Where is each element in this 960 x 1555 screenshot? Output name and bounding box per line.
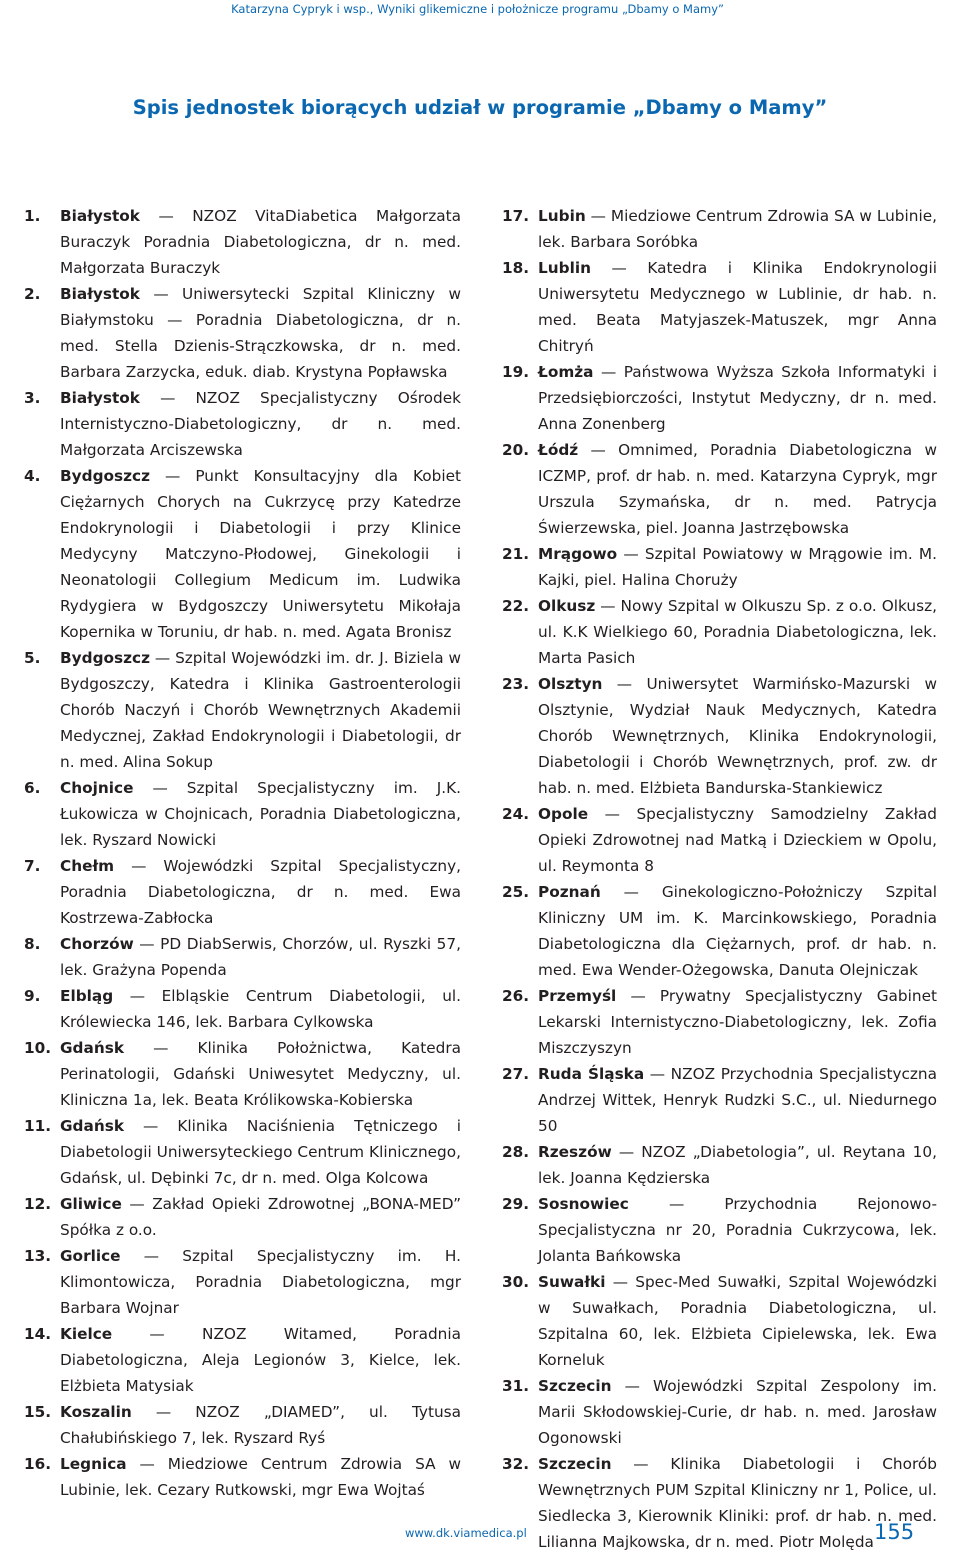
item-body xyxy=(538,593,937,671)
item-number: 9. xyxy=(24,987,41,1005)
list-item xyxy=(502,203,937,255)
list-item xyxy=(24,983,461,1035)
item-city: Mrągowo xyxy=(538,545,618,563)
item-city: Opole xyxy=(538,805,589,823)
item-text: — NZOZ VitaDiabetica Małgorzata Buraczyk Poradnia Diabetologiczna, dr n. med. Małgorzata Buraczyk xyxy=(60,207,461,277)
item-city: Legnica xyxy=(60,1455,127,1473)
item-number: 23. xyxy=(502,675,530,693)
item-text: — Nowy Szpital w Olkuszu Sp. z o.o. Olkusz, ul. K.K Wielkiego 60, Poradnia Diabetologiczna, lek. Marta Pasich xyxy=(538,597,937,667)
item-city: Łódź xyxy=(538,441,579,459)
left-column xyxy=(24,203,461,1503)
footer-url[interactable]: www.dk.viamedica.pl xyxy=(405,1526,527,1540)
list-item xyxy=(24,1451,461,1503)
item-city: Poznań xyxy=(538,883,601,901)
list-item xyxy=(24,1321,461,1399)
item-text: — Uniwersytet Warmińsko-Mazurski w Olsztynie, Wydział Nauk Medycznych, Katedra Chorób Wewnętrznych, Klinika Endokrynologii, Diabetologii i Chorób Wewnętrznych, prof. zw. dr hab. n. med. Elżbieta Bandurska-Stankiewicz xyxy=(538,675,937,797)
item-body xyxy=(538,437,937,541)
item-number: 11. xyxy=(24,1117,52,1135)
list-item xyxy=(24,1243,461,1321)
item-number: 20. xyxy=(502,441,530,459)
item-number: 2. xyxy=(24,285,41,303)
item-body xyxy=(538,1139,937,1191)
item-body xyxy=(60,1399,461,1451)
list-item xyxy=(24,931,461,983)
item-text: — NZOZ Witamed, Poradnia Diabetologiczna, Aleja Legionów 3, Kielce, lek. Elżbieta Matysiak xyxy=(60,1325,461,1395)
item-city: Lubin xyxy=(538,207,586,225)
page-title: Spis jednostek biorących udział w programie „Dbamy o Mamy” xyxy=(132,96,828,119)
item-city: Gdańsk xyxy=(60,1117,124,1135)
item-body xyxy=(538,983,937,1061)
item-city: Sosnowiec xyxy=(538,1195,629,1213)
list-item xyxy=(502,593,937,671)
item-city: Lublin xyxy=(538,259,591,277)
item-number: 18. xyxy=(502,259,530,277)
item-text: — Zakład Opieki Zdrowotnej „BONA-MED” Spółka z o.o. xyxy=(60,1195,461,1239)
item-city: Rzeszów xyxy=(538,1143,612,1161)
item-number: 1. xyxy=(24,207,41,225)
list-item xyxy=(502,671,937,801)
item-text: — NZOZ Przychodnia Specjalistyczna Andrzej Wittek, Henryk Rudzki S.C., ul. Niedurnego 50 xyxy=(538,1065,938,1135)
item-text: — Wojewódzki Szpital Specjalistyczny, Poradnia Diabetologiczna, dr n. med. Ewa Kostrzewa-Zabłocka xyxy=(60,857,461,927)
item-city: Chojnice xyxy=(60,779,134,797)
item-text: — NZOZ „Diabetologia”, ul. Reytana 10, lek. Joanna Kędzierska xyxy=(538,1143,937,1187)
list-item xyxy=(24,775,461,853)
item-city: Chełm xyxy=(60,857,115,875)
item-text: — Wojewódzki Szpital Zespolony im. Marii Skłodowskiej-Curie, dr hab. n. med. Jarosław Ogonowski xyxy=(538,1377,937,1447)
item-city: Białystok xyxy=(60,285,140,303)
item-text: — Miedziowe Centrum Zdrowia SA w Lubinie, lek. Barbara Soróbka xyxy=(538,207,937,251)
list-item xyxy=(24,1399,461,1451)
item-body xyxy=(538,255,937,359)
item-body xyxy=(538,1373,937,1451)
item-body xyxy=(538,203,937,255)
item-city: Gliwice xyxy=(60,1195,122,1213)
item-number: 19. xyxy=(502,363,530,381)
item-text: — Szpital Powiatowy w Mrągowie im. M. Kajki, piel. Halina Chorużу xyxy=(538,545,937,589)
item-number: 6. xyxy=(24,779,41,797)
list-item xyxy=(24,463,461,645)
list-item xyxy=(502,359,937,437)
item-body xyxy=(60,853,461,931)
item-number: 30. xyxy=(502,1273,530,1291)
item-text: — Uniwersytecki Szpital Kliniczny w Białymstoku — Poradnia Diabetologiczna, dr n. med. Stella Dzienis-Strączkowska, dr n. med. Barbara Zarzycka, eduk. diab. Krystyna Popławska xyxy=(60,285,461,381)
item-city: Bydgoszcz xyxy=(60,649,151,667)
item-text: — NZOZ „DIAMED”, ul. Tytusa Chałubińskiego 7, lek. Ryszard Ryś xyxy=(60,1403,461,1447)
item-text: — Szpital Wojewódzki im. dr. J. Biziela w Bydgoszczy, Katedra i Klinika Gastroenterologii Chorób Naczyń i Chorób Wewnętrznych Akademii Medycznej, Zakład Endokrynologii i Diabetologii, dr n. med. Alina Sokup xyxy=(60,649,461,771)
item-number: 25. xyxy=(502,883,530,901)
item-body xyxy=(60,1035,461,1113)
item-body xyxy=(538,1269,937,1373)
item-text: — Omnimed, Poradnia Diabetologiczna w ICZMP, prof. dr hab. n. med. Katarzyna Cypryk, mgr Urszula Szymańska, dr n. med. Patrycja Świerzewska, piel. Joanna Jastrzębowska xyxy=(538,441,937,537)
item-text: — Prywatny Specjalistyczny Gabinet Lekarski Internistyczno-Diabetologiczny, lek. Zofia Miszczyszyn xyxy=(538,987,937,1057)
item-city: Ruda Śląska xyxy=(538,1065,645,1083)
page-number: 155 xyxy=(874,1520,915,1544)
item-city: Kielce xyxy=(60,1325,113,1343)
list-item xyxy=(24,1035,461,1113)
item-text: — Przychodnia Rejonowo-Specjalistyczna nr 20, Poradnia Cukrzycowa, lek. Jolanta Bańkowska xyxy=(538,1195,937,1265)
item-number: 4. xyxy=(24,467,41,485)
item-city: Białystok xyxy=(60,207,140,225)
item-city: Szczecin xyxy=(538,1455,612,1473)
item-body xyxy=(60,385,461,463)
list-item xyxy=(502,541,937,593)
item-number: 8. xyxy=(24,935,41,953)
item-number: 5. xyxy=(24,649,41,667)
item-body xyxy=(60,1191,461,1243)
item-body xyxy=(60,775,461,853)
item-city: Chorzów xyxy=(60,935,134,953)
item-body xyxy=(60,931,461,983)
list-item xyxy=(502,255,937,359)
list-item xyxy=(502,1373,937,1451)
item-body xyxy=(60,1113,461,1191)
item-text: — Klinika Diabetologii i Chorób Wewnętrznych PUM Szpital Kliniczny nr 1, Police, ul. Siedlecka 3, Kierownik Kliniki: prof. dr hab. n. med. Lilianna Majkowska, dr n. med. Piotr Molęda xyxy=(538,1455,937,1551)
item-number: 17. xyxy=(502,207,530,225)
list-item xyxy=(24,645,461,775)
list-item xyxy=(502,1139,937,1191)
item-body xyxy=(538,1061,937,1139)
item-number: 10. xyxy=(24,1039,52,1057)
item-text: — Elbląskie Centrum Diabetologii, ul. Królewiecka 146, lek. Barbara Cylkowska xyxy=(60,987,461,1031)
right-column xyxy=(502,203,937,1555)
list-item xyxy=(502,879,937,983)
item-city: Gdańsk xyxy=(60,1039,124,1057)
item-number: 21. xyxy=(502,545,530,563)
item-city: Białystok xyxy=(60,389,140,407)
item-city: Elbląg xyxy=(60,987,114,1005)
list-item xyxy=(24,385,461,463)
running-header: Katarzyna Cypryk i wsp., Wyniki glikemiczne i położnicze programu „Dbamy o Mamy” xyxy=(231,2,724,16)
item-city: Gorlice xyxy=(60,1247,121,1265)
item-body xyxy=(60,281,461,385)
item-number: 22. xyxy=(502,597,530,615)
item-number: 3. xyxy=(24,389,41,407)
item-body xyxy=(538,1191,937,1269)
list-item xyxy=(502,1451,937,1555)
item-number: 24. xyxy=(502,805,530,823)
item-number: 28. xyxy=(502,1143,530,1161)
item-city: Koszalin xyxy=(60,1403,132,1421)
item-city: Przemyśl xyxy=(538,987,617,1005)
list-item xyxy=(24,853,461,931)
item-number: 32. xyxy=(502,1455,530,1473)
item-body xyxy=(538,671,937,801)
item-number: 15. xyxy=(24,1403,52,1421)
item-body xyxy=(60,983,461,1035)
item-body xyxy=(60,203,461,281)
item-body xyxy=(538,541,937,593)
list-item xyxy=(502,437,937,541)
item-number: 7. xyxy=(24,857,41,875)
list-item xyxy=(502,801,937,879)
list-item xyxy=(24,281,461,385)
item-number: 13. xyxy=(24,1247,52,1265)
list-item xyxy=(24,1113,461,1191)
item-number: 14. xyxy=(24,1325,52,1343)
item-body xyxy=(538,359,937,437)
list-item xyxy=(24,1191,461,1243)
item-number: 27. xyxy=(502,1065,530,1083)
item-body xyxy=(60,1321,461,1399)
item-text: — Miedziowe Centrum Zdrowia SA w Lubinie, lek. Cezary Rutkowski, mgr Ewa Wojtaś xyxy=(60,1455,461,1499)
item-text: — Klinika Położnictwa, Katedra Perinatologii, Gdański Uniwesytet Medyczny, ul. Kliniczna 1a, lek. Beata Królikowska-Kobierska xyxy=(60,1039,461,1109)
item-body xyxy=(60,1243,461,1321)
item-city: Suwałki xyxy=(538,1273,606,1291)
item-text: — Państwowa Wyższa Szkoła Informatyki i Przedsiębiorczości, Instytut Medyczny, dr n. med. Anna Zonenberg xyxy=(538,363,937,433)
item-body xyxy=(60,1451,461,1503)
item-body xyxy=(60,645,461,775)
item-text: — PD DiabSerwis, Chorzów, ul. Ryszki 57, lek. Grażyna Popenda xyxy=(60,935,461,979)
item-text: — Szpital Specjalistyczny im. J.K. Łukowicza w Chojnicach, Poradnia Diabetologiczna, lek. Ryszard Nowicki xyxy=(60,779,461,849)
item-city: Szczecin xyxy=(538,1377,612,1395)
item-text: — Klinika Naciśnienia Tętniczego i Diabetologii Uniwersyteckiego Centrum Klinicznego, Gdańsk, ul. Dębinki 7c, dr n. med. Olga Kolcowa xyxy=(60,1117,461,1187)
item-number: 12. xyxy=(24,1195,52,1213)
item-city: Bydgoszcz xyxy=(60,467,151,485)
item-text: — Spec-Med Suwałki, Szpital Wojewódzki w Suwałkach, Poradnia Diabetologiczna, ul. Szpitalna 60, lek. Elżbieta Cipielewska, lek. Ewa Korneluk xyxy=(538,1273,937,1369)
item-city: Olkusz xyxy=(538,597,596,615)
list-item xyxy=(502,1269,937,1373)
item-body xyxy=(538,879,937,983)
item-body xyxy=(60,463,461,645)
item-number: 16. xyxy=(24,1455,52,1473)
list-item xyxy=(24,203,461,281)
item-number: 29. xyxy=(502,1195,530,1213)
list-item xyxy=(502,1061,937,1139)
item-number: 31. xyxy=(502,1377,530,1395)
item-city: Olsztyn xyxy=(538,675,603,693)
list-item xyxy=(502,1191,937,1269)
item-city: Łomża xyxy=(538,363,594,381)
list-item xyxy=(502,983,937,1061)
item-text: — Szpital Specjalistyczny im. H. Klimontowicza, Poradnia Diabetologiczna, mgr Barbara Wojnar xyxy=(60,1247,461,1317)
item-text: — Katedra i Klinika Endokrynologii Uniwersytetu Medycznego w Lublinie, dr hab. n. med. Beata Matyjaszek-Matuszek, mgr Anna Chitryń xyxy=(538,259,937,355)
item-text: — Punkt Konsultacyjny dla Kobiet Ciężarnych Chorych na Cukrzycę przy Katedrze Endokrynologii i Diabetologii i przy Klinice Medycyny Matczyno-Płodowej, Ginekologii i Neonatologii Collegium Medicum im. Ludwika Rydygiera w Bydgoszczy Uniwersytetu Mikołaja Kopernika w Toruniu, dr hab. n. med. Agata Bronisz xyxy=(60,467,461,641)
item-number: 26. xyxy=(502,987,530,1005)
item-text: — NZOZ Specjalistyczny Ośrodek Internistyczno-Diabetologiczny, dr n. med. Małgorzata Arciszewska xyxy=(60,389,461,459)
item-body xyxy=(538,801,937,879)
item-text: — Specjalistyczny Samodzielny Zakład Opieki Zdrowotnej nad Matką i Dzieckiem w Opolu, ul. Reymonta 8 xyxy=(538,805,937,875)
item-text: — Ginekologiczno-Położniczy Szpital Kliniczny UM im. K. Marcinkowskiego, Poradnia Diabetologiczna dla Ciężarnych, prof. dr hab. n. med. Ewa Wender-Ożegowska, Danuta Olejniczak xyxy=(538,883,937,979)
